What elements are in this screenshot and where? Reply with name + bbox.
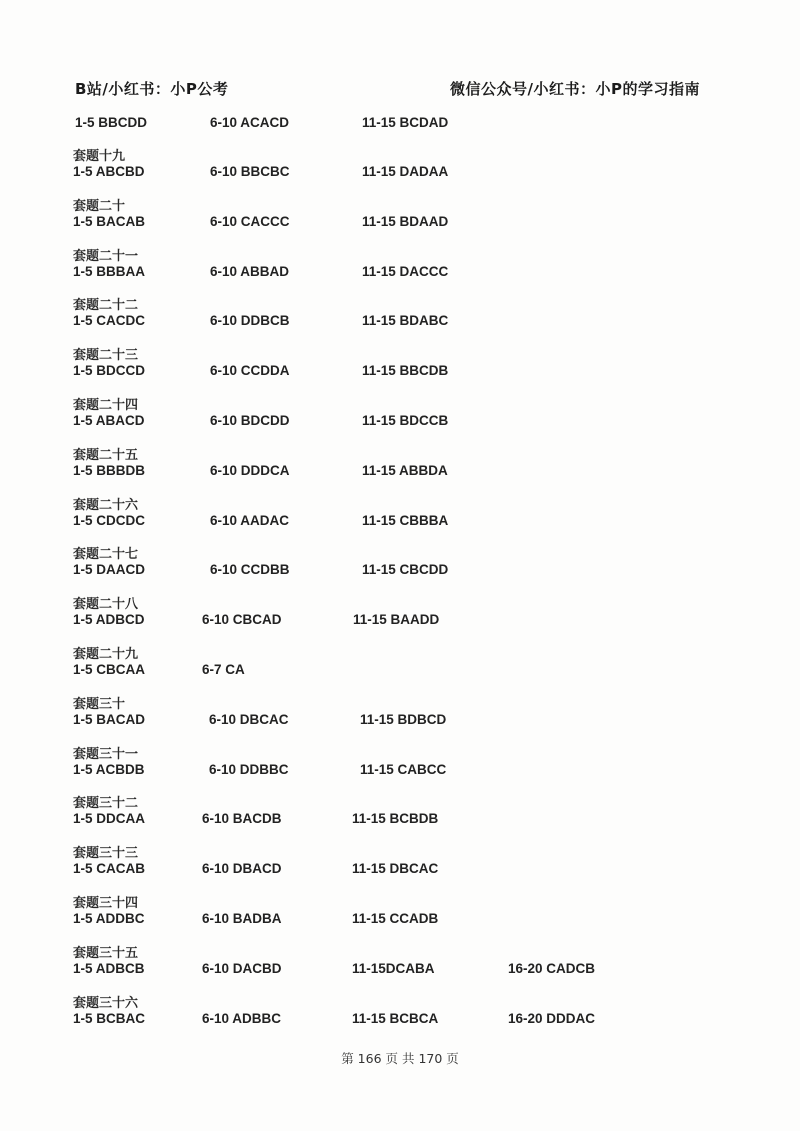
- answers-1-5: 1-5 BCBAC: [73, 1011, 146, 1026]
- set-title: 套题三十: [73, 697, 126, 712]
- answer-row: [0, 413, 800, 433]
- answers-6-10: 6-10 ADBBC: [202, 1011, 282, 1026]
- header-right-text: 微信公众号/小红书：小P的学习指南: [450, 80, 700, 98]
- answer-row: [0, 911, 800, 931]
- answer-row: [0, 762, 800, 782]
- answers-16-20: 16-20 CADCB: [508, 961, 596, 976]
- answer-row: [0, 214, 800, 234]
- answers-11-15: 11-15 BCBDB: [352, 811, 439, 826]
- answers-1-5: 1-5 BDCCD: [73, 363, 146, 378]
- answers-6-10: 6-10 DBCAC: [209, 712, 289, 727]
- answer-row: [0, 961, 800, 981]
- answers-11-15: 11-15 DADAA: [362, 164, 449, 179]
- answer-row: [0, 463, 800, 483]
- answers-11-15: 11-15 DBCAC: [352, 861, 439, 876]
- answers-6-10: 6-10 BACDB: [202, 811, 282, 826]
- answer-row: [0, 1011, 800, 1031]
- answer-row: [0, 562, 800, 582]
- answer-row: [0, 612, 800, 632]
- answer-row: [0, 363, 800, 383]
- set-title: 套题三十一: [73, 747, 139, 762]
- answer-row: [0, 313, 800, 333]
- answer-row: [0, 513, 800, 533]
- answers-6-10: 6-10 DDBCB: [210, 313, 290, 328]
- answers-11-15: 11-15 ABBDA: [362, 463, 448, 478]
- answers-1-5: 1-5 ABCBD: [73, 164, 145, 179]
- answers-11-15: 11-15 BDABC: [362, 313, 449, 328]
- answers-6-10: 6-7 CA: [202, 662, 245, 677]
- answers-11-15: 11-15 BCBCA: [352, 1011, 439, 1026]
- answers-1-5: 1-5 DDCAA: [73, 811, 146, 826]
- answers-6-10: 6-10 DDBBC: [209, 762, 289, 777]
- answers-1-5: 1-5 BACAD: [73, 712, 146, 727]
- answers-11-15: 11-15 BAADD: [353, 612, 440, 627]
- answers-11-15: 11-15 BCDAD: [362, 115, 449, 130]
- answers-6-10: 6-10 BADBA: [202, 911, 282, 926]
- page-footer: 第 166 页 共 170 页: [341, 1051, 459, 1066]
- answer-row: [0, 164, 800, 184]
- set-title: 套题二十五: [73, 448, 139, 463]
- answers-6-10: 6-10 ABBAD: [210, 264, 290, 279]
- answers-1-5: 1-5 ACBDB: [73, 762, 145, 777]
- set-title: 套题三十六: [73, 996, 139, 1011]
- set-title: 套题二十: [73, 199, 126, 214]
- set-title: 套题二十八: [73, 597, 139, 612]
- answers-6-10: 6-10 CBCAD: [202, 612, 282, 627]
- answers-1-5: 1-5 BBBAA: [73, 264, 146, 279]
- answers-11-15: 11-15 DACCC: [362, 264, 449, 279]
- set-title: 套题三十三: [73, 846, 139, 861]
- answer-row: [0, 712, 800, 732]
- set-title: 套题二十一: [73, 249, 139, 264]
- answers-1-5: 1-5 ADDBC: [73, 911, 145, 926]
- set-title: 套题二十六: [73, 498, 139, 513]
- answers-11-15: 11-15 CCADB: [352, 911, 439, 926]
- set-title: 套题二十四: [73, 398, 139, 413]
- answers-1-5: 1-5 ADBCB: [73, 961, 145, 976]
- set-title: 套题三十五: [73, 946, 139, 961]
- answer-row: [0, 264, 800, 284]
- header-left-text: B站/小红书：小P公考: [75, 80, 229, 98]
- answers-6-10: 6-10 CCDBB: [210, 562, 290, 577]
- answers-11-15: 11-15 BBCDB: [362, 363, 449, 378]
- answer-row: [0, 662, 800, 682]
- answer-row: [0, 811, 800, 831]
- answers-6-10: 6-10 DBACD: [202, 861, 282, 876]
- answers-1-5: 1-5 CBCAA: [73, 662, 146, 677]
- answers-1-5: 1-5 ABACD: [73, 413, 145, 428]
- answers-6-10: 6-10 BBCBC: [210, 164, 290, 179]
- set-title: 套题二十九: [73, 647, 139, 662]
- answers-11-15: 11-15 BDCCB: [362, 413, 449, 428]
- answers-1-5: 1-5 BBCDD: [75, 115, 148, 130]
- answers-11-15: 11-15 CABCC: [360, 762, 447, 777]
- answers-1-5: 1-5 ADBCD: [73, 612, 145, 627]
- answers-1-5: 1-5 DAACD: [73, 562, 146, 577]
- answers-1-5: 1-5 BBBDB: [73, 463, 146, 478]
- answers-6-10: 6-10 CCDDA: [210, 363, 290, 378]
- answers-1-5: 1-5 CACAB: [73, 861, 146, 876]
- set-title: 套题二十七: [73, 547, 139, 562]
- answers-11-15: 11-15 BDAAD: [362, 214, 449, 229]
- answers-6-10: 6-10 ACACD: [210, 115, 290, 130]
- set-title: 套题二十二: [73, 298, 139, 313]
- set-title: 套题三十二: [73, 796, 139, 811]
- answers-11-15: 11-15DCABA: [352, 961, 435, 976]
- answers-6-10: 6-10 AADAC: [210, 513, 290, 528]
- set-title: 套题二十三: [73, 348, 139, 363]
- set-title: 套题十九: [73, 149, 126, 164]
- answers-6-10: 6-10 CACCC: [210, 214, 290, 229]
- set-title: 套题三十四: [73, 896, 139, 911]
- answers-6-10: 6-10 DDDCA: [210, 463, 290, 478]
- answers-1-5: 1-5 CDCDC: [73, 513, 146, 528]
- answers-6-10: 6-10 DACBD: [202, 961, 282, 976]
- answer-row: [0, 115, 800, 135]
- answer-row: [0, 861, 800, 881]
- answers-6-10: 6-10 BDCDD: [210, 413, 290, 428]
- answers-11-15: 11-15 BDBCD: [360, 712, 447, 727]
- answers-11-15: 11-15 CBCDD: [362, 562, 449, 577]
- answers-1-5: 1-5 BACAB: [73, 214, 146, 229]
- answers-11-15: 11-15 CBBBA: [362, 513, 449, 528]
- answers-1-5: 1-5 CACDC: [73, 313, 146, 328]
- answers-16-20: 16-20 DDDAC: [508, 1011, 596, 1026]
